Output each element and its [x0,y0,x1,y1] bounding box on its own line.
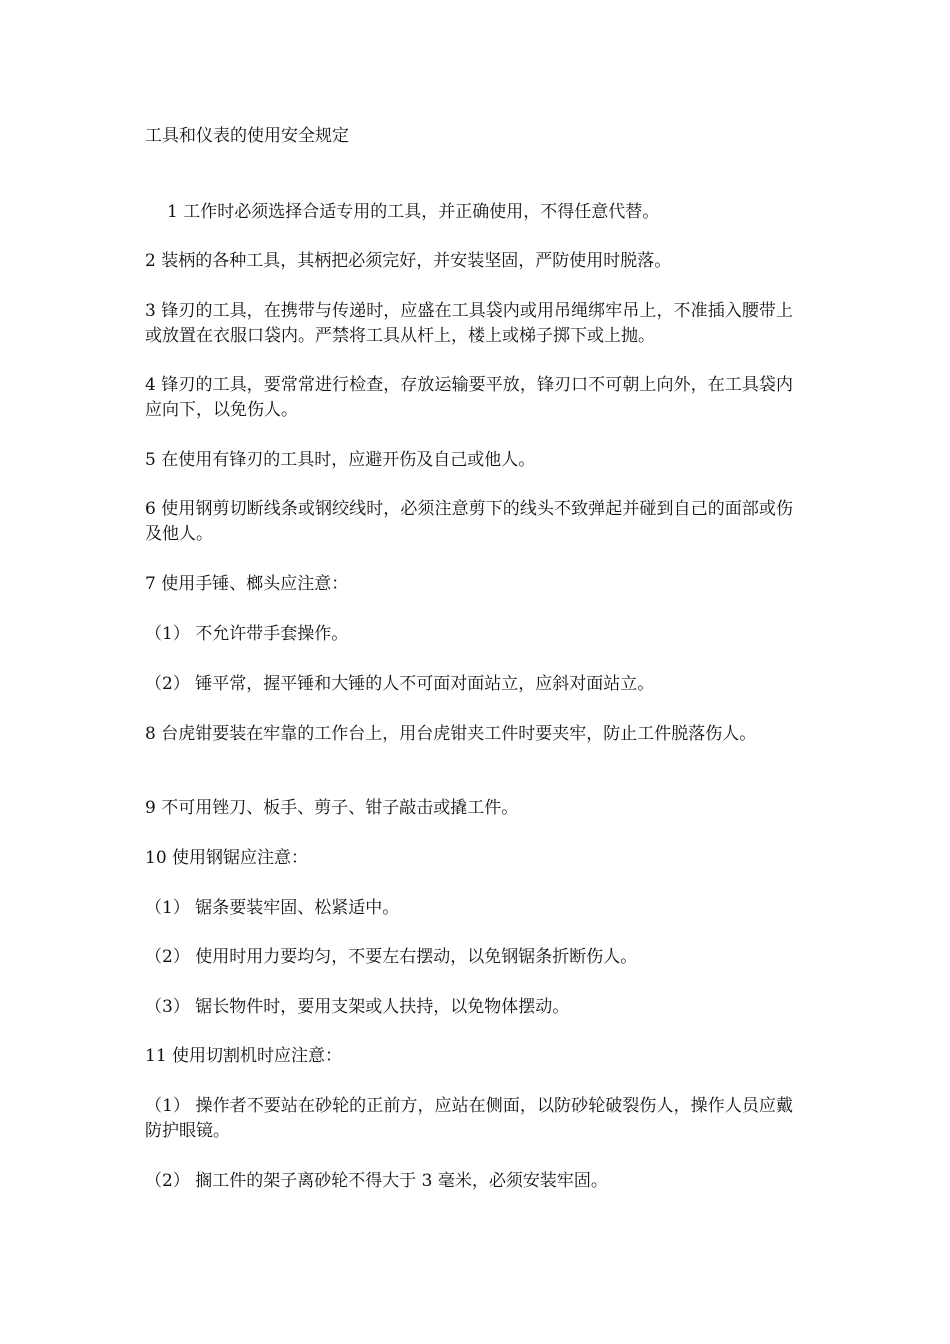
document-title: 工具和仪表的使用安全规定 [145,126,349,146]
paragraph-10: 10 使用钢锯应注意： [145,848,309,868]
paragraph-7: 7 使用手锤、榔头应注意： [145,574,349,594]
paragraph-8: 8 台虎钳要装在牢靠的工作台上，用台虎钳夹工件时要夹牢，防止工件脱落伤人。 [145,724,757,744]
paragraph-7-2: （2） 锤平常，握平锤和大锤的人不可面对面站立，应斜对面站立。 [145,674,655,694]
paragraph-4: 4 锋刃的工具，要常常进行检查，存放运输要平放，锋刃口不可朝上向外，在工具袋内应向下，以免伤人。 [145,375,793,420]
paragraph-3: 3 锋刃的工具，在携带与传递时，应盛在工具袋内或用吊绳绑牢吊上，不准插入腰带上或放置在衣服口袋内。严禁将工具从杆上，楼上或梯子掷下或上抛。 [145,301,793,346]
paragraph-7-1: （1） 不允许带手套操作。 [145,624,349,644]
paragraph-10-3: （3） 锯长物件时，要用支架或人扶持，以免物体摆动。 [145,997,570,1017]
paragraph-2: 2 装柄的各种工具，其柄把必须完好，并安装坚固，严防使用时脱落。 [145,251,672,271]
paragraph-5: 5 在使用有锋刃的工具时，应避开伤及自己或他人。 [145,450,536,470]
paragraph-10-2: （2） 使用时用力要均匀，不要左右摆动，以免钢锯条折断伤人。 [145,947,638,967]
paragraph-11: 11 使用切割机时应注意： [145,1046,343,1066]
paragraph-6: 6 使用钢剪切断线条或钢绞线时，必须注意剪下的线头不致弹起并碰到自己的面部或伤及他人。 [145,499,793,544]
paragraph-11-1: （1） 操作者不要站在砂轮的正前方，应站在侧面，以防砂轮破裂伤人，操作人员应戴防护眼镜。 [145,1096,793,1141]
paragraph-1: 1 工作时必须选择合适专用的工具，并正确使用，不得任意代替。 [167,202,660,222]
paragraph-9: 9 不可用锉刀、板手、剪子、钳子敲击或撬工件。 [145,798,519,818]
paragraph-10-1: （1） 锯条要装牢固、松紧适中。 [145,898,400,918]
paragraph-11-2: （2） 搁工件的架子离砂轮不得大于 3 毫米，必须安装牢固。 [145,1171,608,1191]
